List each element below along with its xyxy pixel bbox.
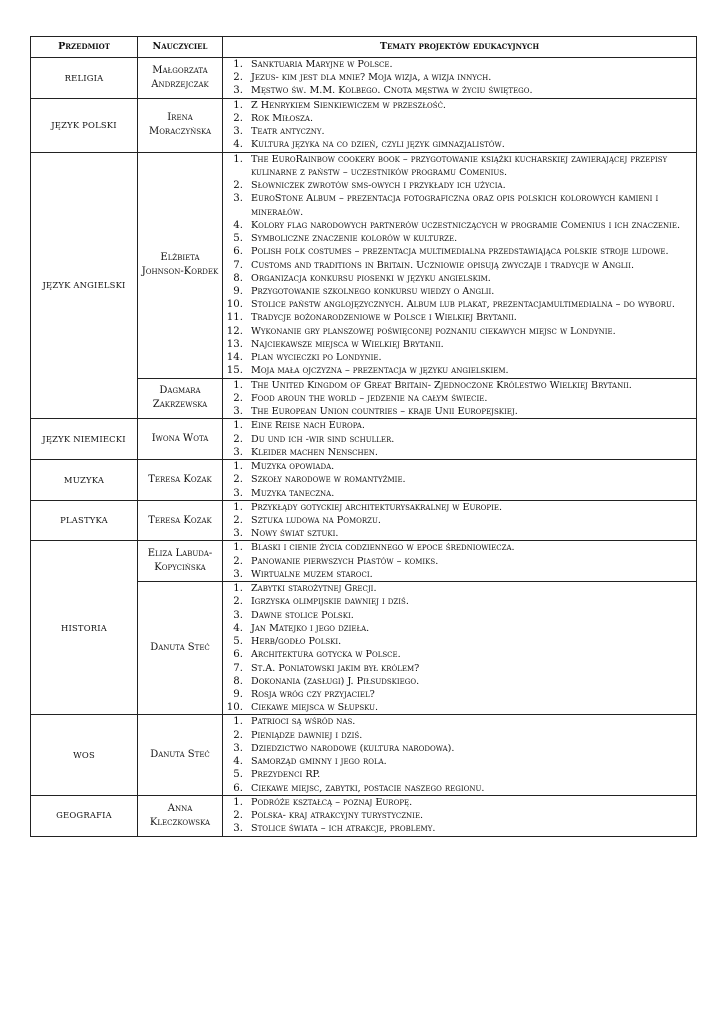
- topic-item: [223, 272, 696, 285]
- topic-number: 3.: [233, 568, 243, 580]
- topic-item: [223, 555, 696, 568]
- topic-number: 3.: [233, 406, 243, 418]
- topic-item: [223, 688, 696, 701]
- topic-item: [223, 325, 696, 338]
- topic-item: [223, 219, 696, 232]
- topic-item: [223, 245, 696, 258]
- topic-list: [223, 715, 696, 794]
- topic-number: 1.: [233, 420, 243, 432]
- topic-number: 5.: [233, 769, 243, 781]
- topic-item: [223, 179, 696, 192]
- topic-item: [223, 742, 696, 755]
- topic-text: Dziedzictwo narodowe (kultura narodowa).: [251, 742, 455, 754]
- topic-number: 3.: [233, 823, 243, 835]
- topic-number: 2.: [233, 810, 243, 822]
- header-topics: Tematy projektów edukacyjnych: [223, 37, 697, 58]
- topic-text: Wykonanie gry planszowej poświęconej poznaniu ciekawych miejsc w Londynie.: [251, 325, 616, 337]
- topic-number: 2.: [233, 474, 243, 486]
- topic-item: [223, 541, 696, 554]
- topic-number: 3.: [233, 126, 243, 138]
- teacher-cell: Iwona Wota: [138, 419, 223, 460]
- topic-item: [223, 809, 696, 822]
- topic-text: Du und ich -wir sind schuller.: [251, 433, 395, 445]
- topic-text: Dawne stolice Polski.: [251, 609, 354, 621]
- topic-text: Patrioci są wśród nas.: [251, 716, 356, 728]
- topic-text: Polska- kraj atrakcyjny turystycznie.: [251, 810, 424, 822]
- subject-cell: WOS: [31, 715, 138, 795]
- topic-text: Z Henrykiem Sienkiewiczem w przeszłość.: [251, 99, 446, 111]
- topic-number: 4.: [233, 622, 243, 634]
- topic-text: Samorząd gminny i jego rola.: [251, 756, 387, 768]
- topic-item: [223, 796, 696, 809]
- topic-item: [223, 514, 696, 527]
- topic-text: Pieniądze dawniej i dziś.: [251, 729, 363, 741]
- topic-item: [223, 822, 696, 835]
- topic-number: 3.: [233, 446, 243, 458]
- topic-list: [223, 541, 696, 581]
- topic-text: Ciekawe miejsca w Słupsku.: [251, 702, 379, 714]
- subject-cell: PLASTYKA: [31, 500, 138, 541]
- topic-text: Jan Matejko i jego dzieła.: [251, 622, 370, 634]
- teacher-cell: Irena Moraczyńska: [138, 98, 223, 152]
- topic-text: Kolory flag narodowych partnerów uczestniczących w programie Comenius i ich znaczenie.: [251, 219, 681, 231]
- topic-item: [223, 501, 696, 514]
- topic-number: 1.: [233, 542, 243, 554]
- topic-text: Moja mała ojczyzna – prezentacja w języku angielskiem.: [251, 365, 509, 377]
- topic-text: Zabytki starożytnej Grecji.: [251, 583, 377, 595]
- topic-number: 7.: [233, 662, 243, 674]
- topic-list: [223, 796, 696, 836]
- topic-item: [223, 782, 696, 795]
- topic-text: Ciekawe miejsc, zabytki, postacie naszego regionu.: [251, 782, 485, 794]
- topic-text: The EuroRainbow cookery book – przygotowanie książki kucharskiej zawierającej przepisy kulinarne z państw – uczestników programu Comenius.: [251, 153, 668, 178]
- header-teacher: Nauczyciel: [138, 37, 223, 58]
- subject-cell: HISTORIA: [31, 541, 138, 715]
- header-subject: Przedmiot: [31, 37, 138, 58]
- topic-text: Słowniczek zwrotów sms-owych i przykłady ich użycia.: [251, 180, 506, 192]
- teacher-cell: Elżbieta Johnson-Kordek: [138, 152, 223, 378]
- topic-number: 2.: [233, 392, 243, 404]
- topic-text: Podróże kształcą – poznaj Europę.: [251, 796, 413, 808]
- topic-number: 1.: [233, 716, 243, 728]
- table-row: [31, 541, 697, 582]
- topics-cell: [223, 500, 697, 541]
- subject-cell: RELIGIA: [31, 58, 138, 99]
- topic-text: Sztuka ludowa na Pomorzu.: [251, 514, 381, 526]
- table-row: [31, 460, 697, 501]
- topic-item: [223, 311, 696, 324]
- topic-item: [223, 125, 696, 138]
- topic-item: [223, 405, 696, 418]
- table-row: [31, 419, 697, 460]
- teacher-cell: Danuta Steć: [138, 582, 223, 715]
- topic-text: Organizacja konkursu piosenki w języku angielskim.: [251, 272, 491, 284]
- topic-number: 4.: [233, 756, 243, 768]
- topics-cell: [223, 152, 697, 378]
- topic-list: [223, 582, 696, 714]
- topic-text: Przygotowanie szkolnego konkursu wiedzy o Anglii.: [251, 285, 495, 297]
- topic-text: Panowanie pierwszych Piastów – komiks.: [251, 555, 439, 567]
- topic-number: 8.: [233, 272, 243, 284]
- topic-text: EuroStone Album – prezentacja fotograficzna oraz opis polskich kolorowych kamieni i minerałów.: [251, 193, 659, 218]
- topic-item: [223, 71, 696, 84]
- topic-text: Szkoły narodowe w romantyźmie.: [251, 474, 406, 486]
- topics-cell: [223, 58, 697, 99]
- topic-number: 1.: [233, 461, 243, 473]
- topic-text: Najciekawsze miejsca w Wielkiej Brytanii.: [251, 338, 444, 350]
- topic-number: 3.: [233, 609, 243, 621]
- topics-cell: [223, 98, 697, 152]
- topic-item: [223, 392, 696, 405]
- topic-text: Blaski i cienie życia codziennego w epoce średniowiecza.: [251, 542, 515, 554]
- topics-cell: [223, 715, 697, 795]
- topic-number: 6.: [233, 649, 243, 661]
- topic-text: Plan wycieczki po Londynie.: [251, 352, 382, 364]
- topic-text: Kleider machen Nenschen.: [251, 446, 378, 458]
- subject-cell: GEOGRAFIA: [31, 795, 138, 836]
- topic-number: 3.: [233, 487, 243, 499]
- header-row: [31, 37, 697, 58]
- topic-number: 1.: [233, 59, 243, 70]
- topic-item: [223, 487, 696, 500]
- topic-number: 4.: [233, 219, 243, 231]
- subject-cell: MUZYKA: [31, 460, 138, 501]
- teacher-cell: Danuta Steć: [138, 715, 223, 795]
- topic-list: [223, 153, 696, 378]
- topic-number: 13.: [226, 338, 243, 350]
- topics-cell: [223, 419, 697, 460]
- topic-text: Rok Miłosza.: [251, 112, 314, 124]
- topic-number: 2.: [233, 433, 243, 445]
- topic-item: [223, 232, 696, 245]
- topic-item: [223, 609, 696, 622]
- topic-item: [223, 648, 696, 661]
- topic-list: [223, 379, 696, 419]
- topic-number: 3.: [233, 742, 243, 754]
- topic-item: [223, 729, 696, 742]
- topic-number: 10.: [226, 299, 243, 311]
- topics-cell: [223, 460, 697, 501]
- topic-text: Jezus- kim jest dla mnie? Moja wizja, a wizja innych.: [251, 72, 492, 84]
- topic-number: 2.: [233, 180, 243, 192]
- topic-item: [223, 582, 696, 595]
- teacher-cell: Teresa Kozak: [138, 460, 223, 501]
- topic-number: 7.: [233, 259, 243, 271]
- topic-number: 2.: [233, 729, 243, 741]
- topic-number: 5.: [233, 233, 243, 245]
- topic-list: [223, 99, 696, 152]
- topic-list: [223, 460, 696, 500]
- topic-text: Stolice państw anglojęzycznych. Album lub plakat, prezentacjamultimedialna – do wyboru.: [251, 299, 675, 311]
- topic-item: [223, 338, 696, 351]
- topic-number: 3.: [233, 85, 243, 97]
- table-row: [31, 98, 697, 152]
- topic-item: [223, 768, 696, 781]
- topic-item: [223, 755, 696, 768]
- topic-number: 12.: [226, 325, 243, 337]
- topic-number: 5.: [233, 636, 243, 648]
- teacher-cell: Teresa Kozak: [138, 500, 223, 541]
- topic-number: 6.: [233, 246, 243, 258]
- topic-number: 2.: [233, 72, 243, 84]
- topic-item: [223, 99, 696, 112]
- table-row: [31, 715, 697, 795]
- subject-cell: JĘZYK POLSKI: [31, 98, 138, 152]
- subject-cell: JĘZYK NIEMIECKI: [31, 419, 138, 460]
- topic-number: 15.: [226, 365, 243, 377]
- topic-text: Wirtualne muzem staroci.: [251, 568, 373, 580]
- topic-item: [223, 138, 696, 151]
- table-row: [31, 58, 697, 99]
- topic-item: [223, 433, 696, 446]
- topic-text: The United Kingdom of Great Britain- Zjednoczone Królestwo Wielkiej Brytanii.: [251, 379, 632, 391]
- topics-cell: [223, 582, 697, 715]
- topic-item: [223, 446, 696, 459]
- topic-text: Polish folk costumes – prezentacja multimedialna przedstawiająca polskie stroje ludowe.: [251, 246, 669, 258]
- topics-cell: [223, 378, 697, 419]
- topic-item: [223, 259, 696, 272]
- topic-text: Tradycje bożonarodzeniowe w Polsce i Wielkiej Brytanii.: [251, 312, 517, 324]
- topic-text: Customs and traditions in Britain. Uczniowie opisują zwyczaje i tradycje w Anglii.: [251, 259, 635, 271]
- topic-item: [223, 715, 696, 728]
- topic-number: 1.: [233, 379, 243, 391]
- topic-item: [223, 112, 696, 125]
- topics-cell: [223, 795, 697, 836]
- subject-cell: JĘZYK ANGIELSKI: [31, 152, 138, 419]
- topic-item: [223, 622, 696, 635]
- table-row: [31, 152, 697, 378]
- topic-text: Muzyka opowiada.: [251, 461, 335, 473]
- topic-list: [223, 501, 696, 541]
- topic-item: [223, 527, 696, 540]
- topic-text: Igrzyska olimpijskie dawniej i dziś.: [251, 596, 409, 608]
- topic-number: 9.: [233, 285, 243, 297]
- topic-number: 8.: [233, 675, 243, 687]
- topic-item: [223, 84, 696, 97]
- topic-item: [223, 298, 696, 311]
- teacher-cell: Dagmara Zakrzewska: [138, 378, 223, 419]
- table-body: [31, 58, 697, 837]
- topic-text: Architektura gotycka w Polsce.: [251, 649, 401, 661]
- topic-item: [223, 675, 696, 688]
- topic-item: [223, 595, 696, 608]
- topic-text: Dokonania (zasługi) J. Piłsudskiego.: [251, 675, 420, 687]
- topic-item: [223, 635, 696, 648]
- topic-number: 1.: [233, 153, 243, 165]
- topic-number: 1.: [233, 501, 243, 513]
- topic-number: 2.: [233, 596, 243, 608]
- topic-text: Kultura języka na co dzień, czyli język gimnazjalistów.: [251, 139, 505, 151]
- teacher-cell: Małgorzata Andrzejczak: [138, 58, 223, 99]
- topic-item: [223, 153, 696, 179]
- topic-text: Food aroun the world – jedzenie na całym świecie.: [251, 392, 488, 404]
- topic-number: 14.: [226, 352, 243, 364]
- topic-text: Prezydenci RP.: [251, 769, 321, 781]
- topics-cell: [223, 541, 697, 582]
- topic-number: 4.: [233, 139, 243, 151]
- topic-item: [223, 58, 696, 71]
- topic-number: 1.: [233, 583, 243, 595]
- topic-item: [223, 460, 696, 473]
- topic-text: Nowy świat sztuki.: [251, 528, 339, 540]
- topic-item: [223, 473, 696, 486]
- topic-item: [223, 568, 696, 581]
- topic-item: [223, 701, 696, 714]
- topic-item: [223, 364, 696, 377]
- topic-item: [223, 379, 696, 392]
- topic-number: 2.: [233, 514, 243, 526]
- topic-text: Eine Reise nach Europa.: [251, 420, 365, 432]
- topic-number: 1.: [233, 796, 243, 808]
- topic-number: 3.: [233, 193, 243, 205]
- topic-number: 11.: [226, 312, 243, 324]
- topic-text: Herb/godło Polski.: [251, 636, 342, 648]
- topic-text: Sanktuaria Maryjne w Polsce.: [251, 59, 393, 70]
- topic-number: 6.: [233, 782, 243, 794]
- topic-item: [223, 285, 696, 298]
- topic-number: 2.: [233, 112, 243, 124]
- teacher-cell: Eliza Labuda-Kopycińska: [138, 541, 223, 582]
- table-row: [31, 795, 697, 836]
- topic-item: [223, 192, 696, 218]
- table-row: [31, 500, 697, 541]
- topic-number: 1.: [233, 99, 243, 111]
- teacher-cell: Anna Kleczkowska: [138, 795, 223, 836]
- topic-text: Symboliczne znaczenie kolorów w kulturze.: [251, 233, 458, 245]
- topic-item: [223, 351, 696, 364]
- topic-text: Stolice świata – ich atrakcje, problemy.: [251, 823, 436, 835]
- topic-item: [223, 662, 696, 675]
- projects-table: [30, 36, 697, 837]
- topic-text: Męstwo św. M.M. Kolbego. Cnota męstwa w życiu świętego.: [251, 85, 533, 97]
- topic-number: 9.: [233, 689, 243, 701]
- topic-text: St.A. Poniatowski jakim był królem?: [251, 662, 420, 674]
- topic-number: 2.: [233, 555, 243, 567]
- topic-number: 10.: [226, 702, 243, 714]
- topic-text: The European Union countries – kraje Unii Europejskiej.: [251, 406, 518, 418]
- topic-text: Teatr antyczny.: [251, 126, 325, 138]
- topic-item: [223, 419, 696, 432]
- topic-text: Muzyka taneczna.: [251, 487, 335, 499]
- topic-list: [223, 58, 696, 98]
- topic-text: Przykłądy gotyckiej architekturysakralnej w Europie.: [251, 501, 503, 513]
- topic-text: Rosja wróg czy przyjaciel?: [251, 689, 375, 701]
- topic-list: [223, 419, 696, 459]
- topic-number: 3.: [233, 528, 243, 540]
